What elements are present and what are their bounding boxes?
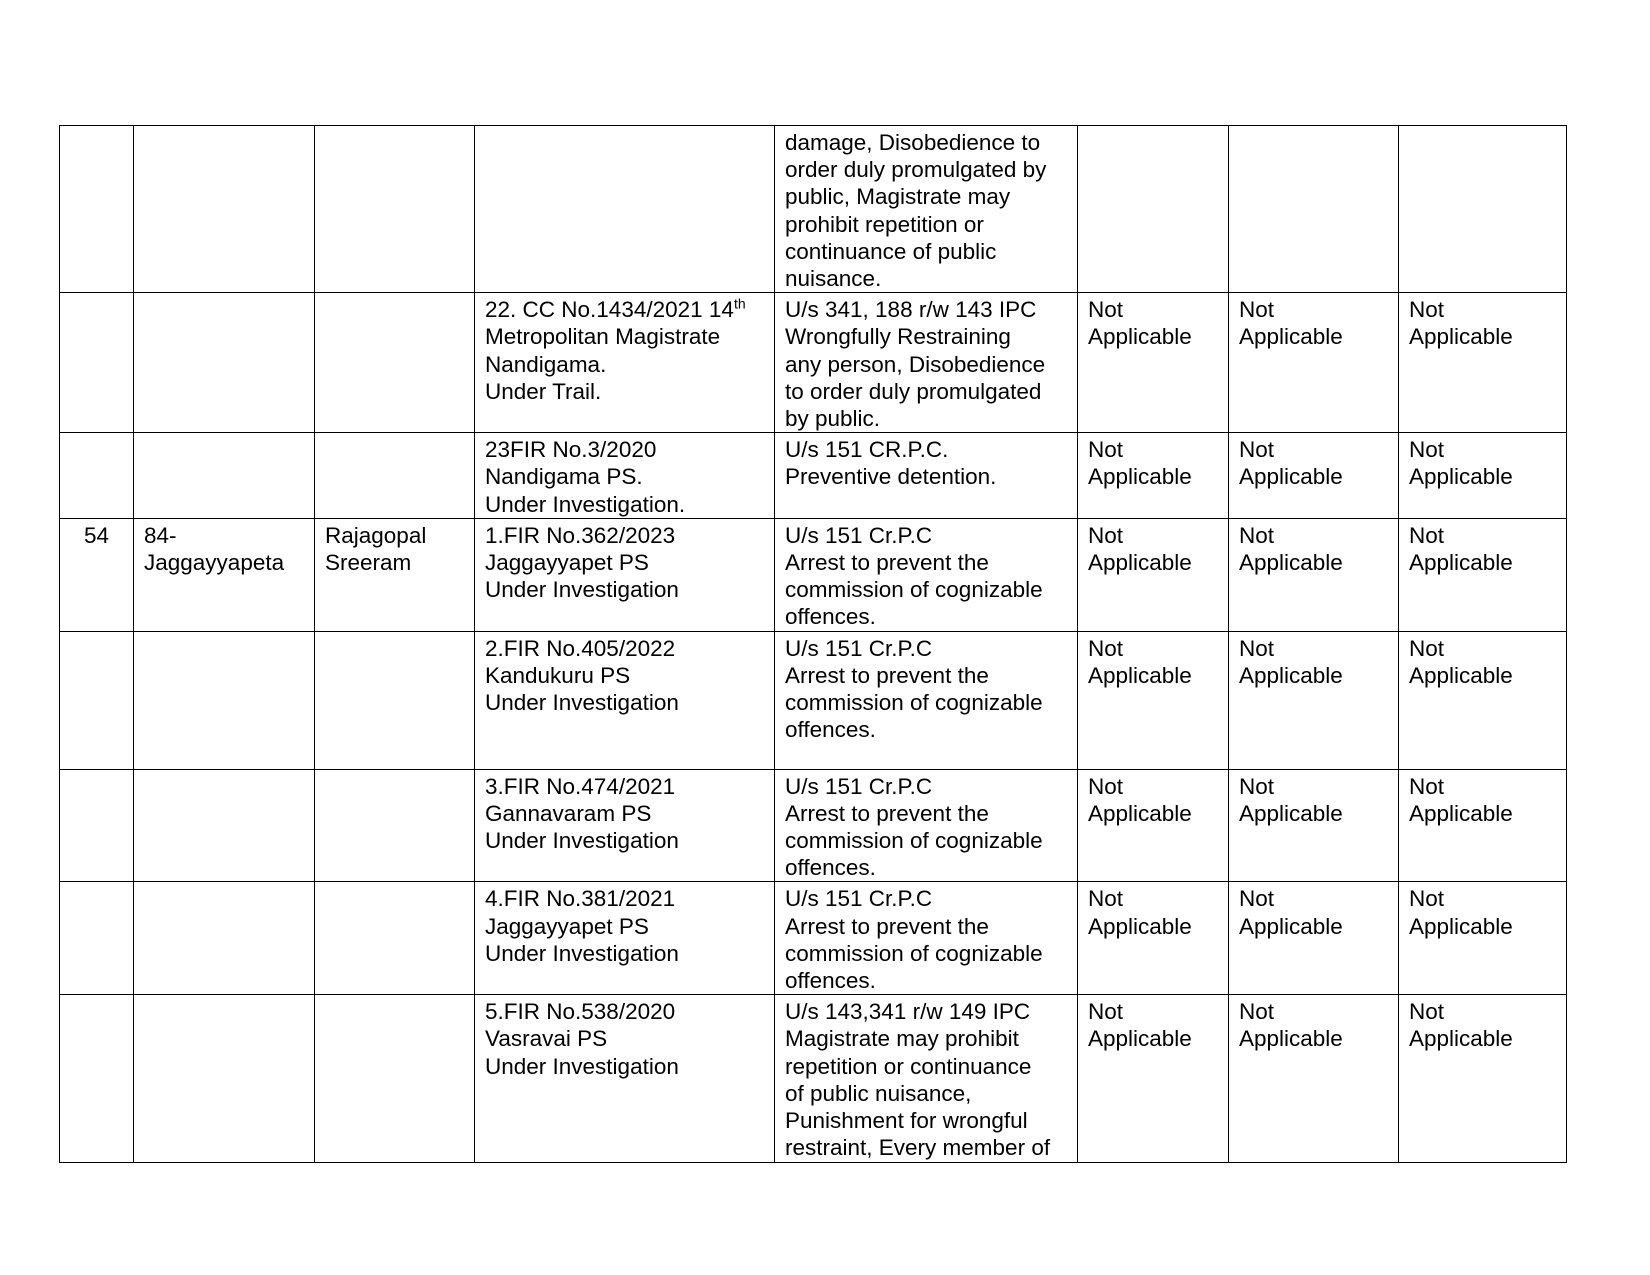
sl-no-cell [60,433,134,519]
cell-line: Jaggayyapeta [144,550,285,576]
cell-line: Not [1239,635,1275,661]
cell-line: Jaggayyapet PS [485,913,649,939]
sl-no-cell [60,769,134,882]
cell-line: U/s 341, 188 r/w 143 IPC [785,297,1037,323]
cell-line: Not [1239,886,1275,912]
cell-line: Arrest to prevent the [785,550,989,576]
cell-line: Applicable [1409,1026,1513,1052]
table-row [60,126,1567,293]
cell-line: Not [1239,522,1275,548]
sections-description-cell [775,126,1078,293]
applicability-cell-3 [1399,433,1567,519]
constituency-cell [134,293,315,433]
candidate-name-cell [315,518,475,631]
cell-line: Applicable [1088,1026,1192,1052]
cell-line: Not [1409,297,1445,323]
cell-line: Applicable [1239,324,1343,350]
cell-line: Applicable [1239,550,1343,576]
sections-description-cell [775,293,1078,433]
cell-line: U/s 151 CR.P.C. [785,437,949,463]
cell-line: prohibit repetition or [785,211,984,237]
applicability-cell-2 [1229,293,1399,433]
cell-line: commission of cognizable [785,940,1043,966]
applicability-cell-3 [1399,882,1567,995]
case-details-cell [475,126,775,293]
cell-line: Arrest to prevent the [785,662,989,688]
applicability-cell-1 [1078,769,1229,882]
cell-line: repetition or continuance [785,1053,1032,1079]
sections-description-cell [775,631,1078,769]
cell-line: any person, Disobedience [785,351,1046,377]
cell-line: 5.FIR No.538/2020 [485,999,676,1025]
case-details-cell [475,631,775,769]
candidate-name-cell [315,769,475,882]
cell-line: Applicable [1239,800,1343,826]
cell-line: Applicable [1239,1026,1343,1052]
cell-line: 3.FIR No.474/2021 [485,773,676,799]
constituency-cell [134,433,315,519]
cell-line: Applicable [1409,464,1513,490]
ordinal-superscript: th [733,295,746,312]
applicability-cell-2 [1229,518,1399,631]
cell-line: Vasravai PS [485,1026,608,1052]
cell-line: Applicable [1088,550,1192,576]
cell-line: U/s 143,341 r/w 149 IPC [785,999,1031,1025]
case-details-cell [475,518,775,631]
cell-line: Applicable [1239,464,1343,490]
cell-line: commission of cognizable [785,828,1043,854]
applicability-cell-1 [1078,293,1229,433]
applicability-cell-2 [1229,631,1399,769]
cell-line: Not [1409,522,1445,548]
cell-line: Not [1088,297,1124,323]
cell-line: by public. [785,406,881,432]
cell-line: commission of cognizable [785,690,1043,716]
cell-line: Not [1239,437,1275,463]
cell-line: nuisance. [785,266,882,292]
applicability-cell-2 [1229,126,1399,293]
cell-line: Sreeram [325,550,412,576]
candidate-name-cell [315,433,475,519]
cell-line: Not [1088,886,1124,912]
criminal-cases-table [59,125,1567,1163]
cell-line: Applicable [1088,464,1192,490]
cell-line: Not [1409,437,1445,463]
cell-line: Applicable [1409,324,1513,350]
sections-description-cell [775,518,1078,631]
constituency-cell [134,882,315,995]
case-details-cell [475,882,775,995]
table-row [60,518,1567,631]
applicability-cell-1 [1078,631,1229,769]
cell-line: Nandigama PS. [485,464,643,490]
sections-description-cell [775,769,1078,882]
cell-line: Applicable [1088,324,1192,350]
cell-line: U/s 151 Cr.P.C [785,635,933,661]
cell-line: Applicable [1409,662,1513,688]
cell-line: Punishment for wrongful [785,1108,1028,1134]
cell-line: Applicable [1239,662,1343,688]
cell-line: Applicable [1088,662,1192,688]
sections-description-cell [775,882,1078,995]
cell-line: of public nuisance, [785,1080,972,1106]
cell-line: Applicable [1088,800,1192,826]
applicability-cell-3 [1399,518,1567,631]
applicability-cell-3 [1399,126,1567,293]
applicability-cell-3 [1399,293,1567,433]
cell-line: Under Investigation [485,940,679,966]
cell-line: Kandukuru PS [485,662,631,688]
cell-line: Nandigama. [485,351,607,377]
sections-description-cell [775,995,1078,1162]
cell-line: Not [1409,635,1445,661]
cell-line: offences. [785,717,876,743]
cell-line: offences. [785,968,876,994]
cell-line: Arrest to prevent the [785,800,989,826]
table-row [60,769,1567,882]
cell-line: Not [1239,297,1275,323]
cell-line: 1.FIR No.362/2023 [485,522,676,548]
applicability-cell-1 [1078,126,1229,293]
cell-line: 23FIR No.3/2020 [485,437,657,463]
case-details-cell [475,293,775,433]
cell-line: U/s 151 Cr.P.C [785,773,933,799]
cell-line: Under Investigation [485,1053,679,1079]
cell-line: offences. [785,604,876,630]
cell-line: Magistrate may prohibit [785,1026,1019,1052]
cell-line: Under Trail. [485,378,602,404]
sl-no-cell: 54 [60,518,134,631]
cell-line [485,296,764,323]
cell-line: Not [1088,522,1124,548]
cell-line: offences. [785,855,876,881]
applicability-cell-1 [1078,995,1229,1162]
cell-line: public, Magistrate may [785,184,1011,210]
constituency-cell [134,126,315,293]
cell-line: Not [1088,437,1124,463]
cell-line: order duly promulgated by [785,157,1047,183]
cell-line: restraint, Every member of [785,1135,1051,1161]
sl-no-cell [60,882,134,995]
cell-line: Arrest to prevent the [785,913,989,939]
cell-line: 4.FIR No.381/2021 [485,886,676,912]
applicability-cell-2 [1229,769,1399,882]
cell-line: Preventive detention. [785,464,997,490]
applicability-cell-3 [1399,769,1567,882]
cell-line: Not [1409,773,1445,799]
cell-line: Not [1239,773,1275,799]
table-row [60,995,1567,1162]
candidate-name-cell [315,995,475,1162]
cell-line: Rajagopal [325,522,427,548]
cell-line: 2.FIR No.405/2022 [485,635,676,661]
cell-line: Jaggayyapet PS [485,550,649,576]
case-details-cell [475,769,775,882]
cell-line: Not [1409,886,1445,912]
candidate-name-cell [315,126,475,293]
cell-line: U/s 151 Cr.P.C [785,886,933,912]
applicability-cell-3 [1399,631,1567,769]
cell-line: Not [1088,635,1124,661]
cell-line: Applicable [1239,913,1343,939]
constituency-cell [134,518,315,631]
sl-no-cell [60,631,134,769]
cell-line: Not [1409,999,1445,1025]
cell-line: to order duly promulgated [785,378,1042,404]
cell-line: Under Investigation [485,690,679,716]
cell-line: Not [1088,999,1124,1025]
cell-line: Under Investigation [485,828,679,854]
applicability-cell-1 [1078,518,1229,631]
candidate-name-cell [315,293,475,433]
cell-line: Applicable [1409,913,1513,939]
cell-line: commission of cognizable [785,577,1043,603]
constituency-cell [134,995,315,1162]
applicability-cell-1 [1078,433,1229,519]
sl-no-cell [60,293,134,433]
cell-line: Applicable [1409,800,1513,826]
table-row [60,882,1567,995]
applicability-cell-2 [1229,433,1399,519]
case-details-cell [475,433,775,519]
constituency-cell [134,769,315,882]
cell-line: damage, Disobedience to [785,130,1041,155]
applicability-cell-1 [1078,882,1229,995]
applicability-cell-2 [1229,882,1399,995]
cell-line: Not [1239,999,1275,1025]
table-row [60,631,1567,769]
cell-line: Applicable [1409,550,1513,576]
sl-no-cell [60,995,134,1162]
cell-line: Wrongfully Restraining [785,324,1011,350]
sections-description-cell [775,433,1078,519]
table-body [60,126,1567,1163]
cell-line: U/s 151 Cr.P.C [785,522,933,548]
cell-line: Applicable [1088,913,1192,939]
applicability-cell-2 [1229,995,1399,1162]
cell-line: Gannavaram PS [485,800,652,826]
candidate-name-cell [315,631,475,769]
cell-line: Under Investigation [485,577,679,603]
table-row [60,293,1567,433]
candidate-name-cell [315,882,475,995]
cell-line-text: 22. CC No.1434/2021 14 [485,297,734,323]
table-row [60,433,1567,519]
cell-line: Metropolitan Magistrate [485,324,721,350]
case-details-cell [475,995,775,1162]
cell-line: continuance of public [785,238,997,264]
sl-no-cell [60,126,134,293]
cell-line: Not [1088,773,1124,799]
cell-line: Under Investigation. [485,491,686,517]
constituency-cell [134,631,315,769]
cell-line: 84- [144,522,177,548]
applicability-cell-3 [1399,995,1567,1162]
